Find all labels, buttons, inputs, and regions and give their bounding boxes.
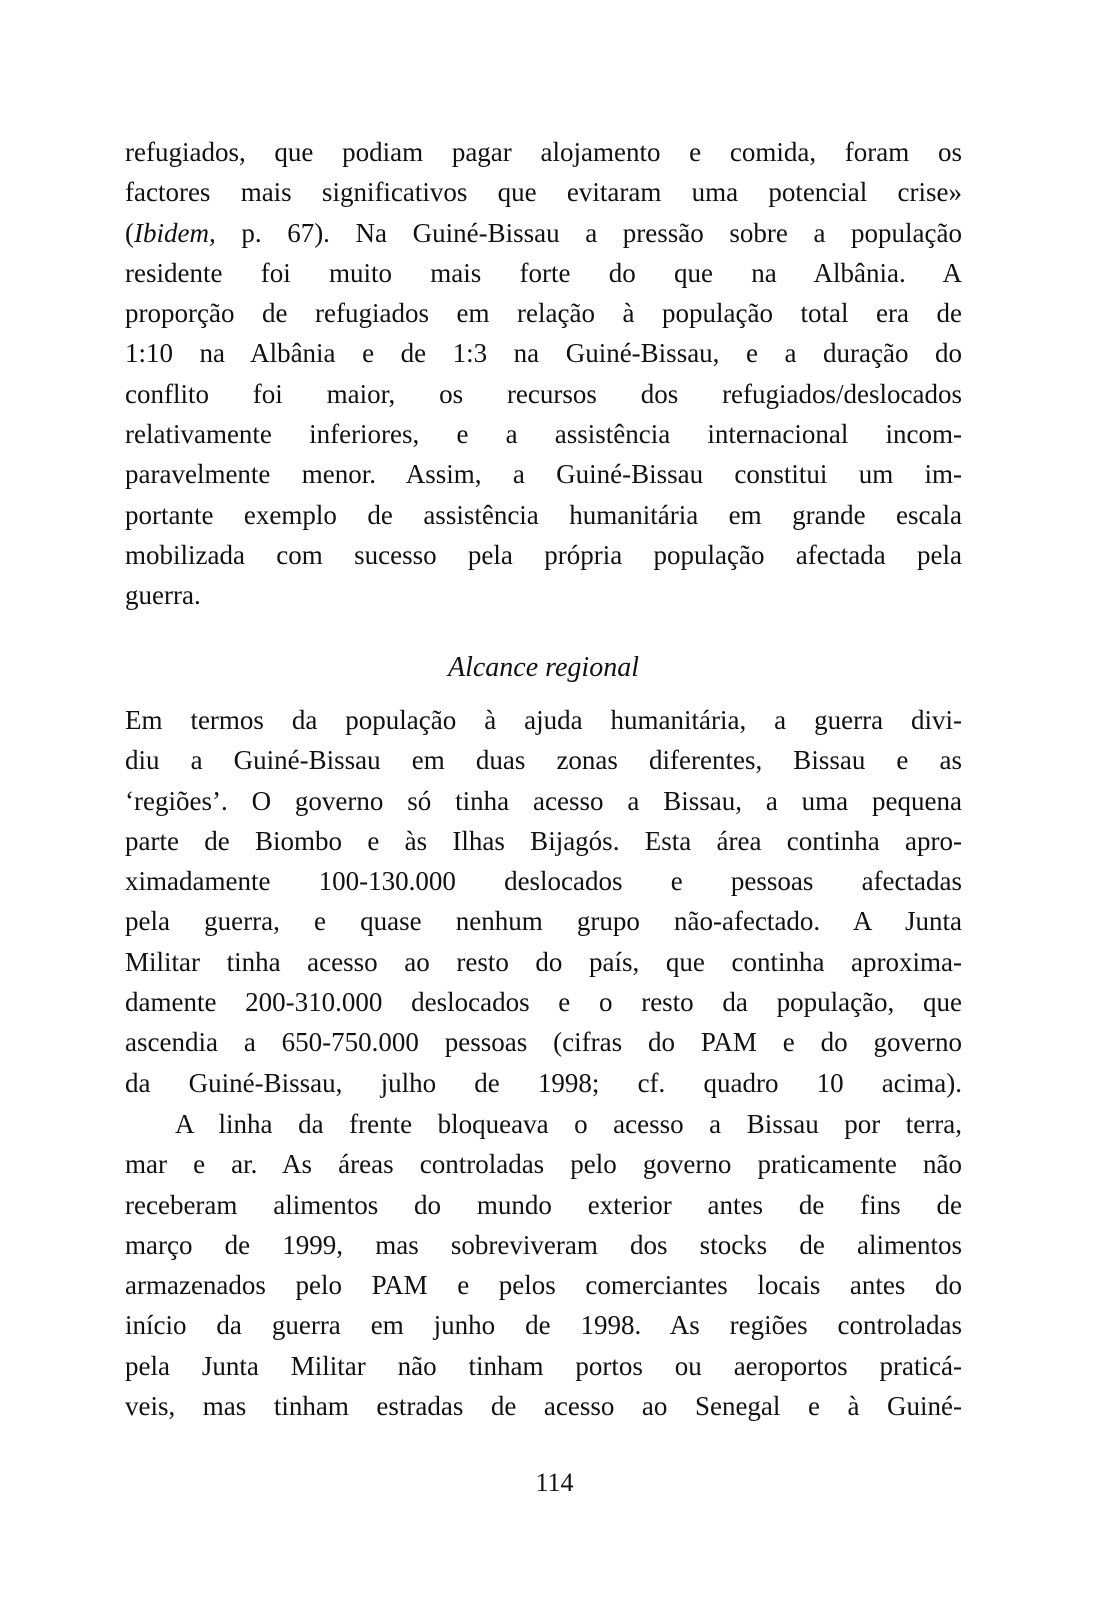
text-line: ‘regiões’. O governo só tinha acesso a Bissau, a uma pequena (125, 785, 962, 816)
text-line: diu a Guiné-Bissau em duas zonas diferentes, Bissau e as (125, 745, 962, 776)
text-line: receberam alimentos do mundo exterior antes de fins de (125, 1189, 962, 1220)
text-line: portante exemplo de assistência humanitária em grande escala (125, 499, 962, 530)
text-segment: p. 67). Na Guiné-Bissau a pressão sobre a população (215, 217, 962, 248)
text-line: 1:10 na Albânia e de 1:3 na Guiné-Bissau, e a duração do (125, 338, 962, 369)
text-line: veis, mas tinham estradas de acesso ao Senegal e à Guiné- (125, 1391, 962, 1422)
text-line: da Guiné-Bissau, julho de 1998; cf. quadro 10 acima). (125, 1067, 962, 1098)
text-line: início da guerra em junho de 1998. As regiões controladas (125, 1310, 962, 1341)
text-line: parte de Biombo e às Ilhas Bijagós. Esta área continha apro- (125, 825, 962, 856)
text-segment: ( (125, 217, 134, 248)
text-line: A linha da frente bloqueava o acesso a Bissau por terra, (175, 1109, 962, 1139)
text-line: relativamente inferiores, e a assistência internacional incom- (125, 419, 962, 450)
text-line: mobilizada com sucesso pela própria população afectada pela (125, 539, 962, 570)
text-line: pela Junta Militar não tinham portos ou aeroportos praticá- (125, 1350, 962, 1381)
paragraph-2 (125, 700, 962, 1103)
text-line: ascendia a 650-750.000 pessoas (cifras do PAM e do governo (125, 1027, 962, 1058)
text-line: refugiados, que podiam pagar alojamento e comida, foram os (125, 137, 962, 167)
text-line: factores mais significativos que evitaram uma potencial crise» (125, 177, 962, 208)
text-line: paravelmente menor. Assim, a Guiné-Bissau constitui um im- (125, 459, 962, 490)
text-line: ximadamente 100-130.000 deslocados e pessoas afectadas (125, 866, 962, 897)
page-number: 114 (535, 1468, 574, 1497)
text-line: proporção de refugiados em relação à população total era de (125, 298, 962, 329)
text-line (125, 213, 962, 253)
text-line: pela guerra, e quase nenhum grupo não-afectado. A Junta (125, 906, 962, 937)
text-line: damente 200-310.000 deslocados e o resto da população, que (125, 987, 962, 1018)
citation-italic: Ibidem, (134, 217, 216, 248)
text-line: mar e ar. As áreas controladas pelo governo praticamente não (125, 1149, 962, 1180)
text-line: armazenados pelo PAM e pelos comerciantes locais antes do (125, 1270, 962, 1301)
paragraph-1 (125, 132, 962, 616)
paragraph-3 (125, 1104, 962, 1426)
text-line: Militar tinha acesso ao resto do país, que continha aproxima- (125, 946, 962, 977)
section-heading: Alcance regional (447, 652, 639, 683)
text-line: conflito foi maior, os recursos dos refugiados/deslocados (125, 378, 962, 409)
text-line: residente foi muito mais forte do que na Albânia. A (125, 257, 962, 288)
text-line: março de 1999, mas sobreviveram dos stocks de alimentos (125, 1229, 962, 1260)
text-line: Em termos da população à ajuda humanitária, a guerra divi- (125, 705, 962, 735)
text-line: guerra. (125, 580, 201, 611)
